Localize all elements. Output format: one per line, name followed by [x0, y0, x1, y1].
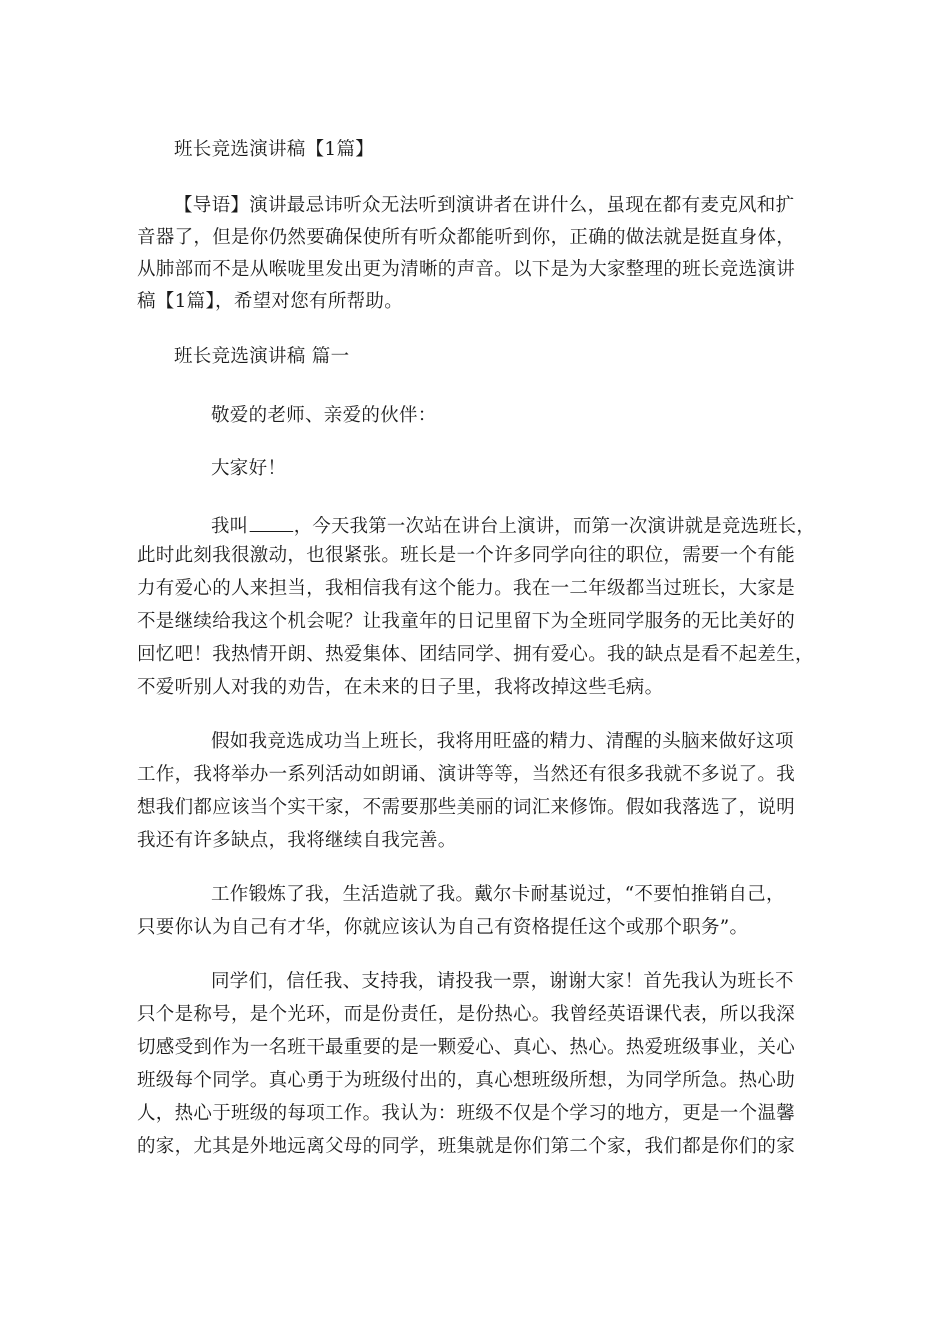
paragraph-line: 工作，我将举办一系列活动如朗诵、演讲等等，当然还有很多我就不多说了。我 [137, 764, 796, 785]
paragraph-line: 力有爱心的人来担当，我相信我有这个能力。我在一二年级都当过班长，大家是 [137, 578, 796, 599]
salutation: 敬爱的老师、亲爱的伙伴： [211, 405, 437, 426]
section-heading: 班长竞选演讲稿 篇一 [174, 346, 350, 367]
text-fragment: 我叫 [211, 516, 249, 537]
greeting: 大家好！ [211, 458, 287, 479]
paragraph-line: 人，热心于班级的每项工作。我认为：班级不仅是个学习的地方，更是一个温馨 [137, 1103, 796, 1124]
paragraph-line: 的家，尤其是外地远离父母的同学，班集就是你们第二个家，我们都是你们的家 [137, 1136, 796, 1157]
paragraph-line [211, 515, 815, 537]
paragraph-line: 我还有许多缺点，我将继续自我完善。 [137, 830, 457, 851]
paragraph-line: 假如我竞选成功当上班长，我将用旺盛的精力、清醒的头脑来做好这项 [211, 731, 794, 752]
intro-line: 音器了，但是你仍然要确保使所有听众都能听到你，正确的做法就是挺直身体， [137, 227, 796, 248]
document-title: 班长竞选演讲稿【1篇】 [174, 139, 375, 160]
intro-line: 稿【1篇】，希望对您有所帮助。 [137, 291, 404, 312]
paragraph-line: 班级每个同学。真心勇于为班级付出的，真心想班级所想，为同学所急。热心助 [137, 1070, 796, 1091]
paragraph-line: 同学们，信任我、支持我，请投我一票，谢谢大家！首先我认为班长不 [211, 971, 794, 992]
name-blank [249, 515, 293, 532]
paragraph-line: 不爱听别人对我的劝告，在未来的日子里，我将改掉这些毛病。 [137, 677, 664, 698]
paragraph-line: 回忆吧！我热情开朗、热爱集体、团结同学、拥有爱心。我的缺点是看不起差生， [137, 644, 814, 665]
paragraph-line: 切感受到作为一名班干最重要的是一颗爱心、真心、热心。热爱班级事业，关心 [137, 1037, 796, 1058]
paragraph-line: 不是继续给我这个机会呢？让我童年的日记里留下为全班同学服务的无比美好的 [137, 611, 796, 632]
paragraph-line: 只个是称号，是个光环，而是份责任，是份热心。我曾经英语课代表，所以我深 [137, 1004, 796, 1025]
paragraph-line: 工作锻炼了我，生活造就了我。戴尔卡耐基说过，“不要怕推销自己， [211, 884, 785, 905]
intro-line: 【导语】演讲最忌讳听众无法听到演讲者在讲什么，虽现在都有麦克风和扩 [174, 195, 795, 216]
text-fragment: ，今天我第一次站在讲台上演讲，而第一次演讲就是竞选班长， [293, 516, 816, 537]
paragraph-line: 此时此刻我很激动，也很紧张。班长是一个许多同学向往的职位，需要一个有能 [137, 545, 796, 566]
paragraph-line: 想我们都应该当个实干家，不需要那些美丽的词汇来修饰。假如我落选了，说明 [137, 797, 796, 818]
paragraph-line: 只要你认为自己有才华，你就应该认为自己有资格提任这个或那个职务”。 [137, 917, 749, 938]
intro-line: 从肺部而不是从喉咙里发出更为清晰的声音。以下是为大家整理的班长竞选演讲 [137, 259, 796, 280]
